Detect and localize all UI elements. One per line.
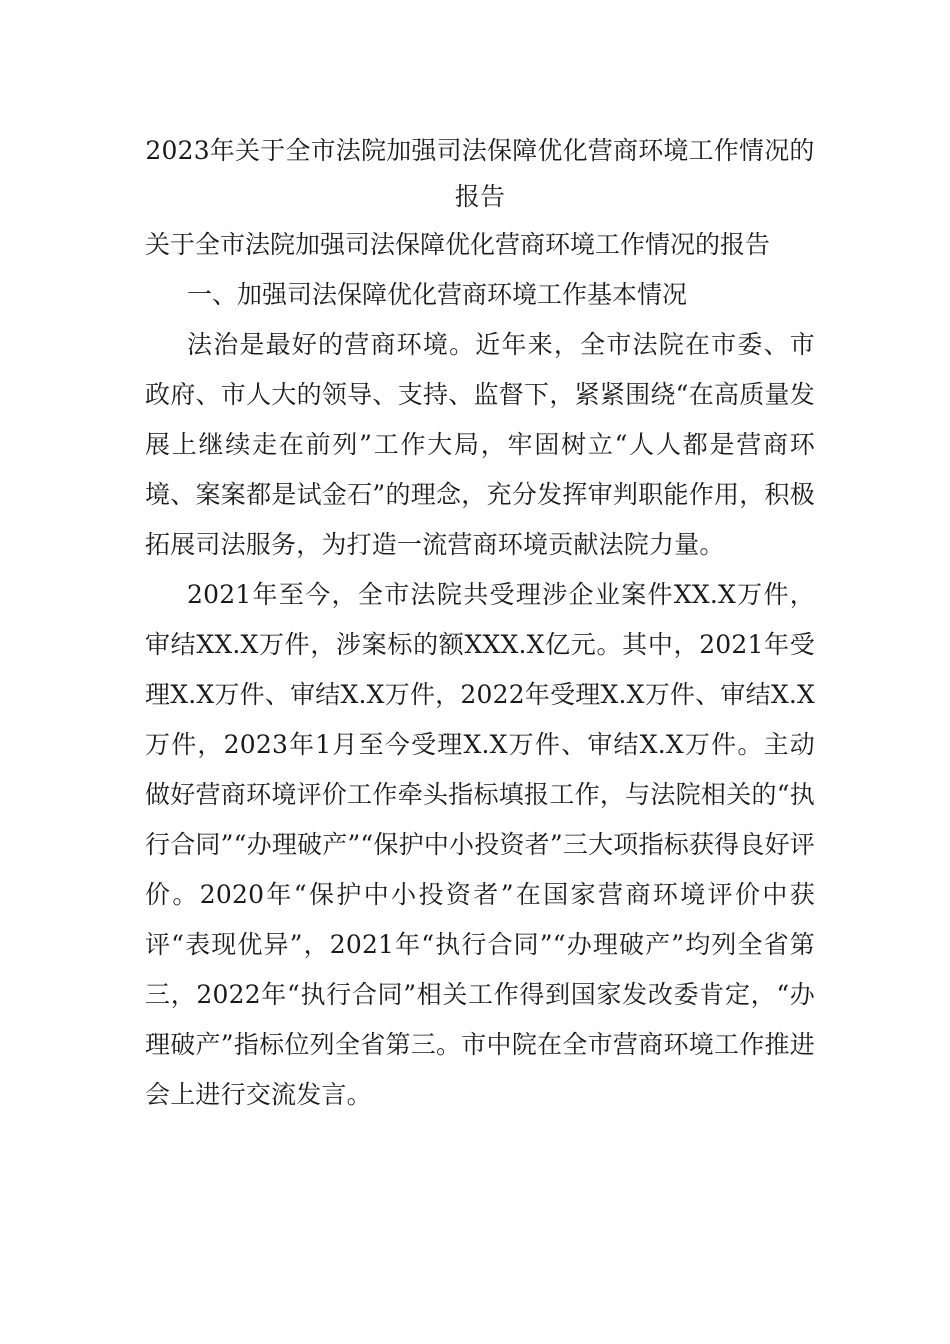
section-heading: 一、加强司法保障优化营商环境工作基本情况 (187, 280, 688, 309)
document-body (145, 128, 815, 1120)
document-title: 2023年关于全市法院加强司法保障优化营商环境工作情况的报告 (145, 136, 815, 211)
document-subtitle: 关于全市法院加强司法保障优化营商环境工作情况的报告 (145, 230, 771, 259)
paragraph: 法治是最好的营商环境。近年来，全市法院在市委、市政府、市人大的领导、支持、监督下，紧紧围绕“在高质量发展上继续走在前列”工作大局，牢固树立“人人都是营商环境、案案都是试金石”的理念，充分发挥审判职能作用，积极拓展司法服务，为打造一流营商环境贡献法院力量。 (145, 330, 815, 559)
paragraph: 2021年至今，全市法院共受理涉企业案件XX.X万件，审结XX.X万件，涉案标的额XXX.X亿元。其中，2021年受理X.X万件、审结X.X万件，2022年受理X.X万件、审结X.X万件，2023年1月至今受理X.X万件、审结X.X万件。主动做好营商环境评价工作牵头指标填报工作，与法院相关的“执行合同”“办理破产”“保护中小投资者”三大项指标获得良好评价。2020年“保护中小投资者”在国家营商环境评价中获评“表现优异”，2021年“执行合同”“办理破产”均列全省第三，2022年“执行合同”相关工作得到国家发改委肯定，“办理破产”指标位列全省第三。市中院在全市营商环境工作推进会上进行交流发言。 (145, 580, 815, 1109)
